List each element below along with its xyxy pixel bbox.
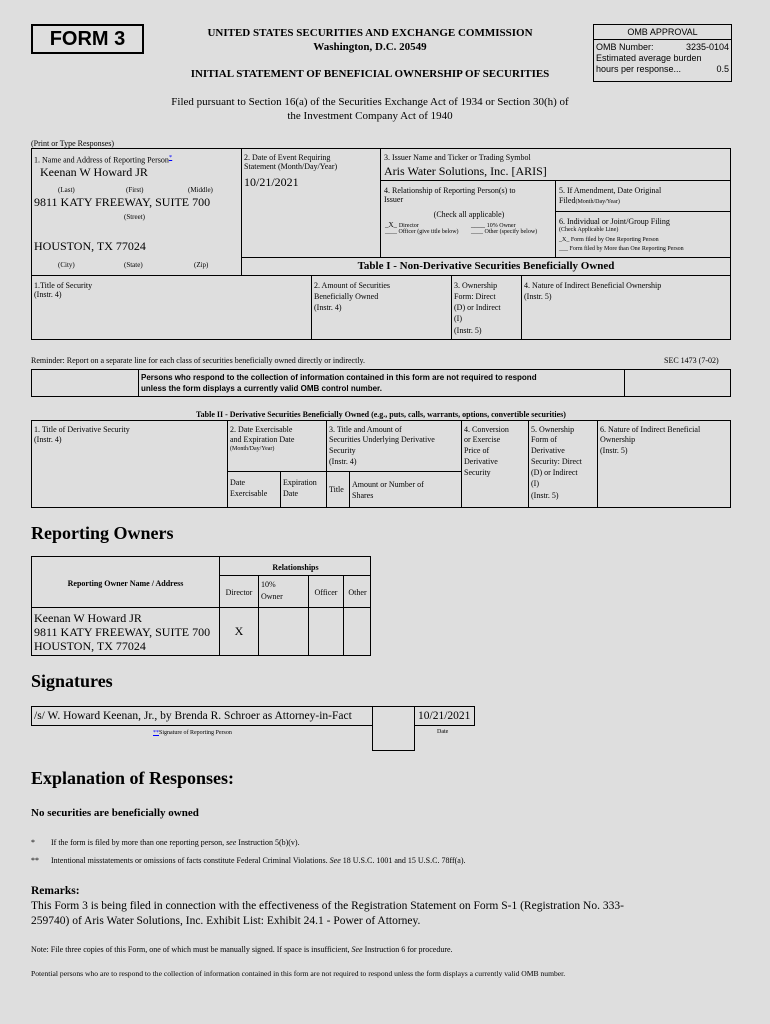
reporting-owners-heading: Reporting Owners	[31, 523, 174, 543]
table2-col3b-line2: Shares	[352, 491, 374, 500]
box6-check-applicable: (Check Applicable Line)	[559, 227, 619, 233]
table2-col4-line3: Price of	[464, 446, 490, 455]
note-see: See	[351, 945, 363, 954]
persons-notice-line2: unless the form displays a currently valid OMB control number.	[141, 384, 382, 393]
table2-col2-line1: 2. Date Exercisable	[230, 425, 293, 434]
table2-col2-sub: (Month/Day/Year)	[230, 446, 275, 452]
omb-title: OMB APPROVAL	[594, 25, 731, 40]
other-label: Other (specify below)	[484, 229, 538, 235]
table2-col2b-line2: Date	[283, 489, 299, 498]
table2-col3-line2: Securities Underlying Derivative	[329, 435, 435, 444]
table1-col3-line2: Form: Direct	[454, 292, 496, 301]
relationships-header: Relationships	[272, 563, 319, 572]
footnote-dstar-post: 18 U.S.C. 1001 and 15 U.S.C. 78ff(a).	[342, 856, 466, 865]
table2-title: Table II - Derivative Securities Beneficially Owned (e.g., puts, calls, warrants, options, convertible securities)	[196, 410, 566, 419]
remarks-line2: 259740) of Aris Water Solutions, Inc. Exhibit List: Exhibit 24.1 - Power of Attorney.	[31, 915, 421, 927]
table1	[31, 275, 731, 340]
omb-burden-label: Estimated average burden	[596, 53, 702, 63]
footnote-dstar-see: See	[329, 856, 341, 865]
persons-notice-line1: Persons who respond to the collection of information contained in this form are not required to respond	[141, 373, 537, 382]
table2-col5-line1: 5. Ownership	[531, 425, 575, 434]
ten-pct-label: 10% Owner	[486, 223, 516, 229]
filed-pursuant-line2: the Investment Company Act of 1940	[287, 110, 453, 122]
ten-pct-header-line2: Owner	[261, 592, 283, 601]
officer-label: Officer (give title below)	[398, 229, 459, 235]
footnote-dstar-pre: Intentional misstatements or omissions of facts constitute Federal Criminal Violations.	[51, 856, 328, 865]
owner-director-value: X	[234, 624, 244, 638]
note-post: Instruction 6 for procedure.	[364, 945, 453, 954]
table2-col4-line2: or Exercise	[464, 435, 501, 444]
persons-notice-box	[31, 369, 731, 397]
first-label: (First)	[126, 186, 144, 194]
table2-col4-line4: Derivative	[464, 457, 498, 466]
box1-star: *	[168, 154, 173, 161]
ten-pct-header-line1: 10%	[261, 580, 276, 589]
table2-col5-sub: (Instr. 5)	[531, 491, 559, 500]
owner-name: Keenan W Howard JR	[34, 611, 142, 625]
state-label: (State)	[124, 261, 143, 269]
table1-col3-line4: (I)	[454, 314, 462, 323]
last-label: (Last)	[58, 186, 75, 194]
city-label: (City)	[58, 261, 75, 269]
zip-label: (Zip)	[194, 261, 209, 269]
omb-number: 3235-0104	[685, 42, 729, 52]
filed-pursuant-line1: Filed pursuant to Section 16(a) of the Securities Exchange Act of 1934 or Section 30(h) of	[171, 96, 569, 108]
check-all-applicable: (Check all applicable)	[433, 210, 505, 219]
reporting-person-box	[31, 148, 242, 276]
table2-col3-line1: 3. Title and Amount of	[329, 425, 402, 434]
box6-label: 6. Individual or Joint/Group Filing	[559, 217, 670, 226]
owner-name-header: Reporting Owner Name / Address	[67, 579, 184, 588]
table2-col6-line1: 6. Nature of Indirect Beneficial	[600, 425, 701, 434]
footnote-star-marker: *	[31, 838, 35, 847]
other-header: Other	[348, 588, 367, 597]
box5-label-line2: Filed	[559, 196, 576, 205]
table2	[31, 420, 731, 508]
table1-col3-line3: (D) or Indirect	[454, 303, 501, 312]
box6-option-one: _X_ Form filed by One Reporting Person	[559, 237, 659, 243]
footnote-star-pre: If the form is filed by more than one reporting person,	[51, 838, 225, 847]
owner-city: HOUSTON, TX 77024	[34, 639, 146, 653]
table1-col4: 4. Nature of Indirect Beneficial Ownership	[524, 281, 662, 290]
table1-col2-line2: Beneficially Owned	[314, 292, 379, 301]
box3-label: 3. Issuer Name and Ticker or Trading Symbol	[384, 153, 531, 162]
reporting-person-name: Keenan W Howard JR	[40, 165, 148, 179]
box5-label-small: (Month/Day/Year)	[575, 199, 620, 205]
amendment-box	[555, 180, 731, 212]
director-check: _X_	[385, 221, 398, 229]
box4-label-line1: 4. Relationship of Reporting Person(s) to	[384, 186, 516, 195]
owner-street: 9811 KATY FREEWAY, SUITE 700	[34, 625, 211, 639]
reporting-person-street: 9811 KATY FREEWAY, SUITE 700	[34, 195, 211, 209]
form-label: FORM 3	[49, 28, 126, 50]
agency-location: Washington, D.C. 20549	[313, 41, 427, 53]
signatures-heading: Signatures	[31, 671, 113, 691]
director-header: Director	[225, 588, 253, 597]
omb-approval-box	[593, 24, 732, 82]
footnote-star-post: Instruction 5(b)(v).	[238, 838, 300, 847]
table2-col4-line1: 4. Conversion	[464, 425, 509, 434]
box4-label-line2: Issuer	[384, 195, 404, 204]
joint-filing-box	[555, 211, 731, 258]
relationship-box	[380, 180, 556, 258]
table1-col1: 1.Title of Security	[34, 281, 93, 290]
table2-col5-line6: (I)	[531, 479, 539, 488]
reminder-text: Reminder: Report on a separate line for each class of securities beneficially owned directly or indirectly.	[31, 356, 366, 365]
issuer-name: Aris Water Solutions, Inc. [ARIS]	[384, 164, 547, 178]
potential-persons-text: Potential persons who are to respond to the collection of information contained in this form are not required to respond unless the form displays a currently valid OMB number.	[31, 969, 566, 978]
table2-col3-sub: (Instr. 4)	[329, 457, 357, 466]
form-title: INITIAL STATEMENT OF BENEFICIAL OWNERSHIP OF SECURITIES	[190, 68, 550, 80]
signature-spacer-box	[372, 706, 415, 751]
table1-col4-sub: (Instr. 5)	[524, 292, 552, 301]
signature-date: 10/21/2021	[418, 710, 471, 722]
signature-box	[31, 706, 373, 726]
table2-col3b-line1: Amount or Number of	[352, 480, 424, 489]
middle-label: (Middle)	[188, 186, 213, 194]
table1-col2-line1: 2. Amount of Securities	[314, 281, 390, 290]
table2-col5-line3: Derivative	[531, 446, 565, 455]
sec-code: SEC 1473 (7-02)	[664, 356, 719, 365]
table2-col5-line2: Form of	[531, 435, 557, 444]
table1-title-box	[241, 257, 731, 276]
officer-header: Officer	[314, 588, 338, 597]
table1-col1-sub: (Instr. 4)	[34, 290, 62, 299]
explanation-heading: Explanation of Responses:	[31, 768, 235, 788]
reporting-person-city: HOUSTON, TX 77024	[34, 239, 146, 253]
table2-col1: 1. Title of Derivative Security	[34, 425, 130, 434]
table2-col5-line5: (D) or Indirect	[531, 468, 578, 477]
form-label-box	[31, 24, 144, 54]
other-check: ____	[471, 229, 483, 235]
officer-check: ____	[385, 229, 397, 235]
event-date-box	[241, 148, 381, 258]
director-label: Director	[398, 223, 419, 229]
table2-col5-line4: Security: Direct	[531, 457, 582, 466]
table2-col1-sub: (Instr. 4)	[34, 435, 62, 444]
box5-label-line1: 5. If Amendment, Date Original	[559, 186, 662, 195]
omb-hours-label: hours per response...	[596, 64, 682, 74]
table1-title: Table I - Non-Derivative Securities Beneficially Owned	[357, 260, 615, 272]
agency-name: UNITED STATES SECURITIES AND EXCHANGE COMMISSION	[207, 27, 533, 39]
signature-label: Signature of Reporting Person	[159, 730, 232, 736]
omb-number-label: OMB Number:	[596, 42, 654, 52]
table2-col3a: Title	[329, 485, 344, 494]
note-pre: Note: File three copies of this Form, one of which must be manually signed. If space is insufficient,	[31, 945, 350, 954]
table2-col3-line3: Security	[329, 446, 356, 455]
reporting-owners-table	[31, 556, 371, 656]
table2-col4-line5: Security	[464, 468, 491, 477]
table2-col2a-line2: Exercisable	[230, 489, 268, 498]
date-label: Date	[437, 729, 449, 735]
table2-col6-sub: (Instr. 5)	[600, 446, 628, 455]
table2-col6-line2: Ownership	[600, 435, 636, 444]
ten-pct-check: ____	[471, 221, 485, 229]
print-type-note: (Print or Type Responses)	[31, 139, 115, 148]
event-date-value: 10/21/2021	[244, 175, 299, 189]
street-label: (Street)	[124, 213, 145, 221]
signature-marker: **	[153, 730, 159, 736]
remarks-heading: Remarks:	[31, 885, 80, 897]
box2-label-line1: 2. Date of Event Requiring	[244, 153, 331, 162]
issuer-box	[380, 148, 731, 181]
omb-hours-value: 0.5	[716, 64, 729, 74]
table2-col2b-line1: Expiration	[283, 478, 317, 487]
no-securities-text: No securities are beneficially owned	[31, 807, 199, 819]
table2-col2-line2: and Expiration Date	[230, 435, 295, 444]
box1-label: 1. Name and Address of Reporting Person	[34, 155, 169, 165]
table1-col3-sub: (Instr. 5)	[454, 326, 482, 335]
remarks-line1: This Form 3 is being filed in connection with the effectiveness of the Registration Statement on Form S-1 (Registration No. 333-	[31, 900, 624, 912]
signature-value: /s/ W. Howard Keenan, Jr., by Brenda R. Schroer as Attorney-in-Fact	[34, 710, 352, 722]
footnote-dstar-marker: **	[31, 856, 39, 865]
box6-option-more: ___ Form filed by More than One Reporting Person	[559, 246, 684, 252]
date-box	[414, 706, 475, 726]
table1-col3-line1: 3. Ownership	[454, 281, 498, 290]
footnote-star-see: see	[226, 838, 237, 847]
table1-col2-sub: (Instr. 4)	[314, 303, 342, 312]
table2-col2a-line1: Date	[230, 478, 246, 487]
box2-label-line2: Statement (Month/Day/Year)	[244, 162, 338, 171]
